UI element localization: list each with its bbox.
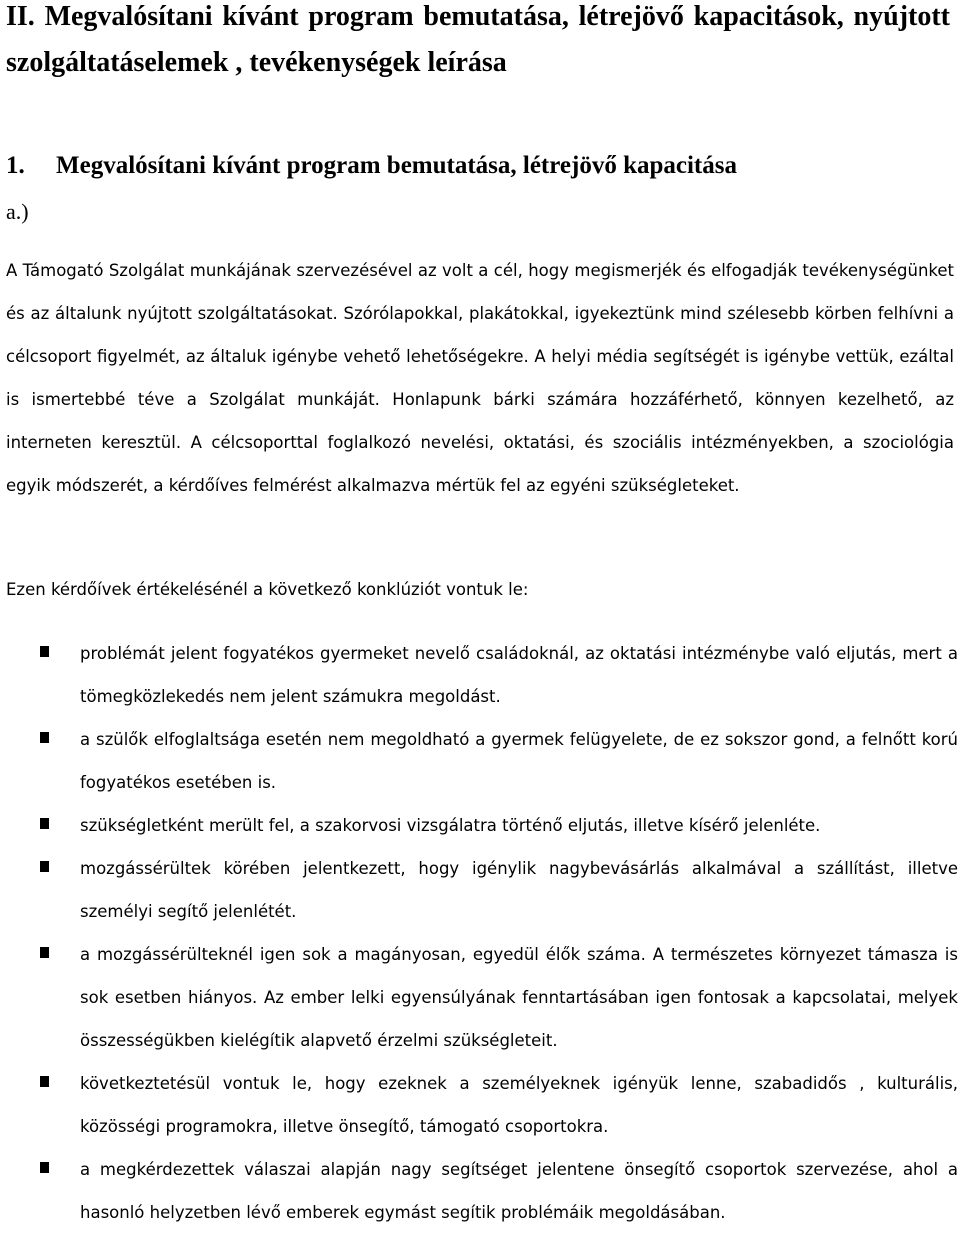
list-item-text: problémát jelent fogyatékos gyermeket nevelő családoknál, az oktatási intézménybe való eljutás, mert a tömegközlekedés nem jelent számukra megoldást. [80,644,958,706]
subsection-title: Megvalósítani kívánt program bemutatása, létrejövő kapacitása [56,152,737,179]
subsection-number: 1. [6,152,25,179]
bullet-square-icon [40,861,49,872]
intro-paragraph: A Támogató Szolgálat munkájának szervezésével az volt a cél, hogy megismerjék és elfogadják tevékenységünket és az általunk nyújtott szolgáltatásokat. Szórólapokkal, plakátokkal, igyekeztünk mind szélesebb körben felhívni a célcsoport figyelmét, az általuk igénybe vehető lehetőségekre. A helyi média segítségét is igénybe vettük, ezáltal is ismertebbé téve a Szolgálat munkáját. Honlapunk bárki számára hozzáférhető, könnyen kezelhető, az interneten keresztül. A célcsoporttal foglalkozó nevelési, oktatási, és szociális intézményekben, a szociológia egyik módszerét, a kérdőíves felmérést alkalmazva mértük fel az egyéni szükségleteket. [6,261,954,495]
bullet-square-icon [40,732,49,743]
bullet-square-icon [40,947,49,958]
subsection-heading [6,151,737,181]
bullet-square-icon [40,1076,49,1087]
list-item-text: mozgássérültek körében jelentkezett, hogy igénylik nagybevásárlás alkalmával a szállítást, illetve személyi segítő jelenlétét. [80,859,958,921]
bullet-square-icon [40,1162,49,1173]
list-item [0,933,958,1062]
subsection-label: a.) [6,199,29,224]
list-item-text: szükségletként merült fel, a szakorvosi vizsgálatra történő eljutás, illetve kísérő jelenléte. [80,816,821,835]
list-item-text: a szülők elfoglaltsága esetén nem megoldható a gyermek felügyelete, de ez sokszor gond, a felnőtt korú fogyatékos esetében is. [80,730,958,792]
conclusion-intro: Ezen kérdőívek értékelésénél a következő konklúziót vontuk le: [6,580,529,599]
list-item [0,1062,958,1148]
list-item-text: a mozgássérülteknél igen sok a magányosan, egyedül élők száma. A természetes környezet támasza is sok esetben hiányos. Az ember lelki egyensúlyának fenntartásában igen fontosak a kapcsolatai, melyek összességükben kielégítik alapvető érzelmi szükségleteit. [80,945,958,1050]
bullet-square-icon [40,646,49,657]
list-item [0,804,958,847]
list-item [0,718,958,804]
section-heading: II. Megvalósítani kívánt program bemutatása, létrejövő kapacitások, nyújtott szolgáltatáselemek , tevékenységek leírása [6,1,950,78]
list-item-text: a megkérdezettek válaszai alapján nagy segítséget jelentene önsegítő csoportok szervezése, ahol a hasonló helyzetben lévő emberek egymást segítik problémáik megoldásában. [80,1160,958,1222]
list-item [0,847,958,933]
list-item-text: következtetésül vontuk le, hogy ezeknek a személyeknek igényük lenne, szabadidős , kulturális, közösségi programokra, illetve önsegítő, támogató csoportokra. [80,1074,958,1136]
bullet-square-icon [40,818,49,829]
list-item [0,632,958,718]
list-item [0,1148,958,1234]
conclusion-list [0,632,958,1234]
